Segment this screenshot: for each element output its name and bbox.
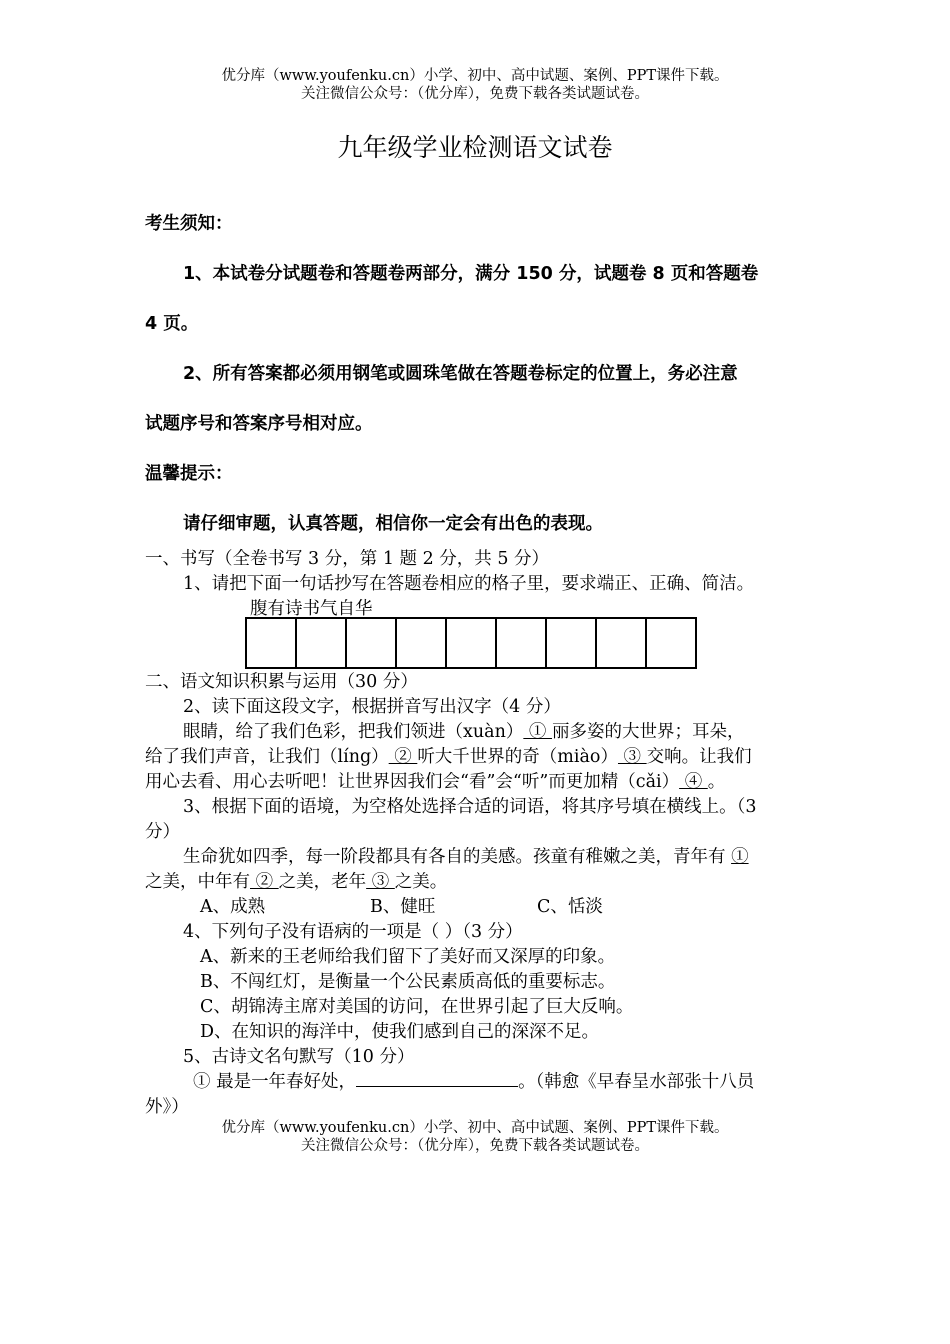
q5-line-1 — [193, 1068, 754, 1093]
notice-heading: 考生须知： — [145, 214, 233, 234]
q2-text: 眼睛，给了我们色彩，把我们领进（xuàn） — [183, 722, 524, 742]
question-2: 2、读下面这段文字，根据拼音写出汉字（4 分） — [183, 697, 561, 717]
q3-line-2 — [145, 868, 447, 893]
header-line-2: 关注微信公众号：（优分库），免费下载各类试题试卷。 — [301, 86, 649, 102]
q3-blank-3[interactable]: ③ — [366, 872, 395, 892]
q2-line-2 — [145, 743, 752, 768]
q2-text: 交响。让我们 — [646, 747, 752, 767]
tip-heading: 温馨提示： — [145, 464, 233, 484]
q3-option-a: A、成熟 — [200, 897, 266, 917]
notice-item-1b: 4 页。 — [145, 314, 199, 334]
q2-blank-1[interactable]: ① — [523, 722, 552, 742]
q5-answer-blank[interactable] — [356, 1069, 518, 1087]
grid-cell[interactable] — [397, 619, 447, 667]
q2-text: 。 — [707, 772, 726, 792]
notice-item-2b: 试题序号和答案序号相对应。 — [145, 414, 373, 434]
question-4: 4、下列句子没有语病的一项是（ ）（3 分） — [183, 922, 523, 942]
q3-text: 之美，中年有 — [145, 872, 250, 892]
writing-grid — [245, 617, 697, 669]
section2-heading: 二、语文知识积累与运用（30 分） — [145, 672, 418, 692]
footer-line-2: 关注微信公众号：（优分库），免费下载各类试题试卷。 — [301, 1138, 649, 1154]
question-1: 1、请把下面一句话抄写在答题卷相应的格子里，要求端正、正确、简洁。 — [183, 574, 755, 594]
grid-cell[interactable] — [347, 619, 397, 667]
q5-line-2: 外》） — [145, 1097, 189, 1117]
page-title: 九年级学业检测语文试卷 — [337, 133, 613, 162]
grid-cell[interactable] — [497, 619, 547, 667]
header-line-1: 优分库（www.youfenku.cn）小学、初中、高中试题、案例、PPT课件下载。 — [221, 68, 729, 84]
section1-heading: 一、书写（全卷书写 3 分，第 1 题 2 分，共 5 分） — [145, 549, 550, 569]
q3-blank-1[interactable]: ① — [731, 847, 749, 867]
question-5: 5、古诗文名句默写（10 分） — [183, 1047, 415, 1067]
notice-item-1a: 1、本试卷分试题卷和答题卷两部分，满分 150 分，试题卷 8 页和答题卷 — [183, 264, 759, 284]
q5-text: ① 最是一年春好处， — [193, 1072, 357, 1092]
q3-line-1 — [183, 843, 749, 868]
q2-text: 用心去看、用心去听吧！让世界因我们会“看”会“听”而更加精（cǎi） — [145, 772, 680, 792]
q3-text: 之美，老年 — [278, 872, 367, 892]
q2-text: 听大千世界的奇（miào） — [417, 747, 618, 767]
q4-option-c: C、胡锦涛主席对美国的访问，在世界引起了巨大反响。 — [200, 997, 634, 1017]
notice-item-2a: 2、所有答案都必须用钢笔或圆珠笔做在答题卷标定的位置上，务必注意 — [183, 364, 738, 384]
footer-line-1: 优分库（www.youfenku.cn）小学、初中、高中试题、案例、PPT课件下载。 — [221, 1120, 729, 1136]
q2-line-3 — [145, 768, 725, 793]
grid-cell[interactable] — [647, 619, 697, 667]
grid-cell[interactable] — [597, 619, 647, 667]
grid-cell[interactable] — [447, 619, 497, 667]
grid-cell[interactable] — [547, 619, 597, 667]
q4-option-b: B、不闯红灯，是衡量一个公民素质高低的重要标志。 — [200, 972, 616, 992]
q2-blank-2[interactable]: ② — [388, 747, 418, 767]
grid-cell[interactable] — [297, 619, 347, 667]
grid-cell[interactable] — [247, 619, 297, 667]
q3-text: 生命犹如四季，每一阶段都具有各自的美感。孩童有稚嫩之美，青年有 — [183, 847, 726, 867]
q3-text: 之美。 — [394, 872, 448, 892]
q3-option-b: B、健旺 — [370, 897, 436, 917]
q2-blank-4[interactable]: ④ — [679, 772, 708, 792]
q3-blank-2[interactable]: ② — [250, 872, 279, 892]
q3-option-c: C、恬淡 — [537, 897, 603, 917]
q5-text: 。（韩愈《早春呈水部张十八员 — [518, 1072, 755, 1092]
question-3b: 分） — [145, 822, 180, 842]
question-3a: 3、根据下面的语境，为空格处选择合适的词语，将其序号填在横线上。（3 — [183, 797, 757, 817]
q2-line-1 — [183, 718, 744, 743]
tip-text: 请仔细审题，认真答题，相信你一定会有出色的表现。 — [183, 514, 603, 534]
q2-text: 给了我们声音，让我们（líng） — [145, 747, 389, 767]
q2-text: 丽多姿的大世界；耳朵， — [551, 722, 745, 742]
q4-option-d: D、在知识的海洋中，使我们感到自己的深深不足。 — [200, 1022, 600, 1042]
q2-blank-3[interactable]: ③ — [617, 747, 647, 767]
q4-option-a: A、新来的王老师给我们留下了美好而又深厚的印象。 — [200, 947, 616, 967]
copy-sentence: 腹有诗书气自华 — [250, 599, 373, 619]
